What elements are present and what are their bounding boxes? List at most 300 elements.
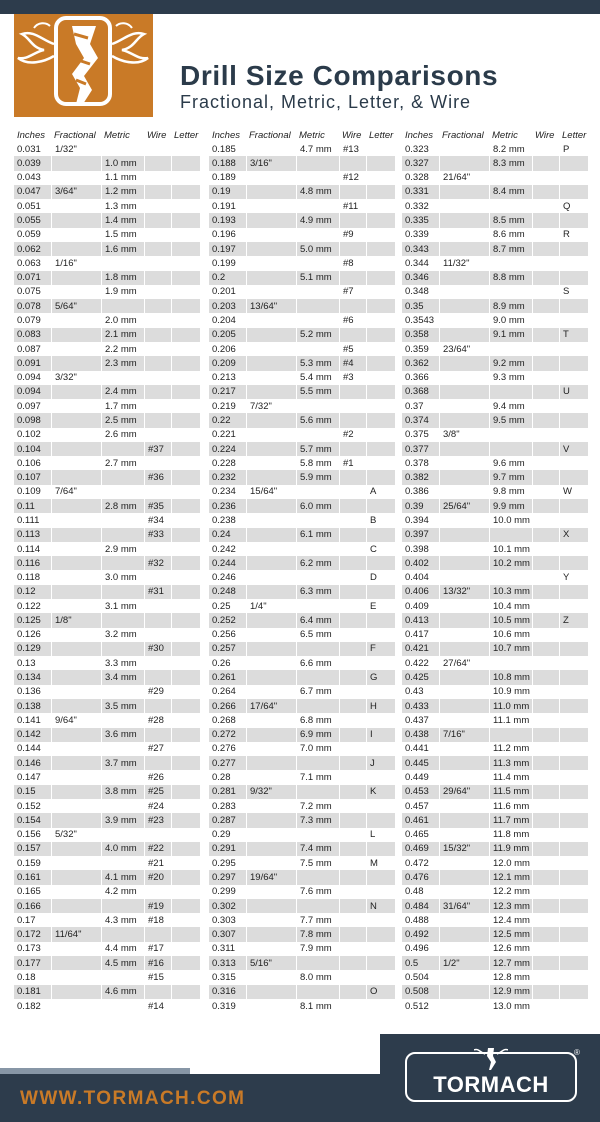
cell-metric: 11.2 mm	[489, 742, 532, 756]
cell-inches: 0.197	[212, 243, 236, 255]
cell-letter	[171, 856, 200, 870]
cell-metric: 12.1 mm	[489, 870, 532, 884]
cell-letter: S	[559, 285, 588, 299]
cell-inches: 0.097	[17, 400, 41, 412]
cell-letter	[171, 313, 200, 327]
cell-fractional: 15/32"	[439, 842, 489, 856]
cell-metric	[296, 399, 339, 413]
table-row	[14, 728, 200, 742]
cell-fractional	[439, 927, 489, 941]
header-letter: Letter	[562, 129, 587, 141]
table-row	[209, 885, 395, 899]
cell-letter	[366, 927, 395, 941]
cell-letter	[366, 385, 395, 399]
cell-letter	[171, 913, 200, 927]
cell-metric: 7.7 mm	[296, 913, 339, 927]
cell-metric	[101, 999, 144, 1013]
cell-letter	[559, 828, 588, 842]
cell-letter	[171, 513, 200, 527]
cell-metric: 3.5 mm	[101, 699, 144, 713]
cell-letter	[171, 585, 200, 599]
cell-metric	[489, 728, 532, 742]
cell-letter	[559, 813, 588, 827]
cell-inches: 0.094	[17, 386, 41, 398]
table-row	[14, 656, 200, 670]
cell-inches: 0.246	[212, 572, 236, 584]
cell-wire: #16	[144, 956, 171, 970]
cell-wire	[532, 942, 559, 956]
table-header	[14, 128, 200, 142]
cell-inches: 0.25	[212, 600, 231, 612]
table-row	[209, 628, 395, 642]
cell-metric: 8.1 mm	[296, 999, 339, 1013]
cell-metric	[296, 513, 339, 527]
cell-wire	[144, 228, 171, 242]
cell-metric: 2.9 mm	[101, 542, 144, 556]
website-link[interactable]: WWW.TORMACH.COM	[20, 1088, 246, 1109]
cell-wire	[144, 328, 171, 342]
table-row	[402, 228, 588, 242]
cell-letter	[559, 642, 588, 656]
cell-letter	[171, 956, 200, 970]
cell-fractional	[246, 442, 296, 456]
table-row	[402, 485, 588, 499]
table-row	[402, 142, 588, 156]
cell-wire	[532, 728, 559, 742]
cell-metric	[296, 256, 339, 270]
cell-inches: 0.17	[17, 914, 36, 926]
cell-letter	[171, 485, 200, 499]
table-row	[14, 156, 200, 170]
table-row	[14, 271, 200, 285]
cell-fractional	[439, 299, 489, 313]
cell-inches: 0.11	[17, 500, 35, 512]
cell-metric: 4.3 mm	[101, 913, 144, 927]
cell-metric	[101, 828, 144, 842]
cell-wire	[532, 656, 559, 670]
table-row	[14, 570, 200, 584]
cell-wire: #5	[339, 342, 366, 356]
cell-letter	[171, 371, 200, 385]
table-row	[209, 356, 395, 370]
cell-metric: 8.3 mm	[489, 156, 532, 170]
cell-letter	[366, 271, 395, 285]
cell-wire	[339, 842, 366, 856]
cell-wire	[532, 199, 559, 213]
header-fractional: Fractional	[54, 129, 96, 141]
cell-wire	[339, 156, 366, 170]
cell-wire	[532, 999, 559, 1013]
table-row	[402, 513, 588, 527]
table-row	[209, 428, 395, 442]
cell-fractional	[51, 356, 101, 370]
table-row	[402, 856, 588, 870]
cell-inches: 0.177	[17, 957, 41, 969]
cell-fractional	[439, 670, 489, 684]
cell-letter	[171, 642, 200, 656]
cell-wire	[532, 256, 559, 270]
cell-wire	[339, 613, 366, 627]
cell-fractional: 1/2"	[439, 956, 489, 970]
table-row	[14, 585, 200, 599]
cell-metric	[101, 528, 144, 542]
cell-fractional	[439, 285, 489, 299]
cell-inches: 0.346	[405, 272, 429, 284]
cell-fractional	[246, 799, 296, 813]
cell-wire	[144, 485, 171, 499]
cell-metric: 13.0 mm	[489, 999, 532, 1013]
cell-fractional: 29/64"	[439, 785, 489, 799]
cell-wire	[532, 342, 559, 356]
cell-wire	[144, 542, 171, 556]
cell-metric	[296, 299, 339, 313]
cell-wire	[532, 842, 559, 856]
cell-fractional	[51, 999, 101, 1013]
cell-fractional	[246, 256, 296, 270]
cell-wire	[144, 885, 171, 899]
table-row	[14, 371, 200, 385]
table-row	[209, 470, 395, 484]
cell-wire	[339, 499, 366, 513]
cell-wire	[532, 213, 559, 227]
cell-inches: 0.335	[405, 215, 429, 227]
cell-letter	[559, 913, 588, 927]
cell-letter	[559, 599, 588, 613]
cell-wire	[532, 913, 559, 927]
table-row	[402, 756, 588, 770]
cell-metric	[296, 756, 339, 770]
cell-metric: 10.4 mm	[489, 599, 532, 613]
table-row	[209, 913, 395, 927]
table-row	[14, 985, 200, 999]
table-row	[402, 685, 588, 699]
cell-wire	[532, 456, 559, 470]
cell-inches: 0.146	[17, 757, 41, 769]
cell-letter	[559, 870, 588, 884]
table-row	[14, 942, 200, 956]
table-row	[209, 256, 395, 270]
table-row	[14, 870, 200, 884]
cell-wire	[532, 513, 559, 527]
cell-wire: #31	[144, 585, 171, 599]
cell-fractional	[439, 942, 489, 956]
cell-inches: 0.157	[17, 843, 41, 855]
cell-metric: 12.6 mm	[489, 942, 532, 956]
cell-metric	[489, 342, 532, 356]
table-row	[402, 913, 588, 927]
cell-wire: #18	[144, 913, 171, 927]
cell-metric: 8.8 mm	[489, 271, 532, 285]
cell-metric: 7.9 mm	[296, 942, 339, 956]
cell-fractional	[51, 385, 101, 399]
cell-letter	[559, 499, 588, 513]
cell-fractional	[439, 985, 489, 999]
cell-wire	[339, 442, 366, 456]
cell-letter: K	[366, 785, 395, 799]
cell-metric: 7.8 mm	[296, 927, 339, 941]
cell-letter: O	[366, 985, 395, 999]
cell-wire	[339, 413, 366, 427]
cell-wire	[532, 156, 559, 170]
cell-letter	[171, 213, 200, 227]
cell-inches: 0.12	[17, 586, 36, 598]
cell-metric: 7.2 mm	[296, 799, 339, 813]
cell-fractional	[51, 699, 101, 713]
cell-fractional	[439, 642, 489, 656]
cell-wire: #1	[339, 456, 366, 470]
table-row	[14, 456, 200, 470]
table-row	[14, 970, 200, 984]
cell-inches: 0.189	[212, 172, 236, 184]
cell-inches: 0.2	[212, 272, 226, 284]
table-row	[209, 299, 395, 313]
cell-letter	[366, 613, 395, 627]
cell-wire: #26	[144, 770, 171, 784]
cell-inches: 0.449	[405, 772, 429, 784]
cell-inches: 0.043	[17, 172, 41, 184]
table-row	[402, 628, 588, 642]
cell-letter	[559, 856, 588, 870]
table-row	[209, 685, 395, 699]
cell-fractional	[51, 642, 101, 656]
cell-metric	[296, 156, 339, 170]
table-row	[402, 470, 588, 484]
cell-fractional	[51, 542, 101, 556]
cell-inches: 0.185	[212, 143, 236, 155]
cell-metric: 1.1 mm	[101, 171, 144, 185]
cell-fractional	[246, 499, 296, 513]
cell-inches: 0.311	[212, 943, 236, 955]
cell-metric	[296, 285, 339, 299]
cell-letter	[171, 228, 200, 242]
cell-fractional	[439, 313, 489, 327]
cell-inches: 0.438	[405, 729, 429, 741]
cell-letter	[171, 156, 200, 170]
cell-fractional	[51, 970, 101, 984]
cell-fractional: 9/64"	[51, 713, 101, 727]
cell-fractional	[246, 856, 296, 870]
cell-inches: 0.109	[17, 486, 41, 498]
cell-metric	[101, 470, 144, 484]
cell-wire	[144, 428, 171, 442]
cell-fractional: 7/64"	[51, 485, 101, 499]
cell-inches: 0.386	[405, 486, 429, 498]
cell-wire	[532, 742, 559, 756]
cell-wire	[339, 970, 366, 984]
cell-letter	[559, 685, 588, 699]
cell-letter	[171, 470, 200, 484]
cell-inches: 0.039	[17, 157, 41, 169]
cell-letter	[559, 356, 588, 370]
table-row	[209, 742, 395, 756]
cell-inches: 0.118	[17, 572, 41, 584]
cell-wire: #3	[339, 371, 366, 385]
cell-metric: 5.6 mm	[296, 413, 339, 427]
cell-metric: 6.1 mm	[296, 528, 339, 542]
cell-letter	[366, 956, 395, 970]
cell-fractional	[439, 913, 489, 927]
cell-wire: #30	[144, 642, 171, 656]
cell-metric: 12.2 mm	[489, 885, 532, 899]
cell-letter	[366, 228, 395, 242]
cell-fractional: 27/64"	[439, 656, 489, 670]
cell-fractional	[51, 628, 101, 642]
cell-wire	[339, 470, 366, 484]
cell-metric: 11.5 mm	[489, 785, 532, 799]
cell-fractional	[51, 756, 101, 770]
cell-inches: 0.457	[405, 800, 429, 812]
cell-wire	[144, 242, 171, 256]
cell-fractional	[246, 985, 296, 999]
cell-wire: #19	[144, 899, 171, 913]
cell-letter	[171, 942, 200, 956]
table-row	[209, 399, 395, 413]
table-row	[209, 585, 395, 599]
cell-wire: #2	[339, 428, 366, 442]
drill-bit-icon	[14, 14, 153, 117]
cell-fractional	[246, 513, 296, 527]
cell-fractional	[439, 713, 489, 727]
cell-wire	[532, 399, 559, 413]
cell-fractional	[51, 956, 101, 970]
cell-fractional	[439, 599, 489, 613]
cell-letter	[171, 399, 200, 413]
cell-wire	[144, 313, 171, 327]
cell-wire	[532, 642, 559, 656]
cell-wire	[532, 442, 559, 456]
cell-metric: 12.5 mm	[489, 927, 532, 941]
cell-wire	[144, 728, 171, 742]
cell-inches: 0.394	[405, 514, 429, 526]
cell-inches: 0.421	[405, 643, 429, 655]
cell-inches: 0.256	[212, 629, 236, 641]
table-body	[14, 142, 200, 1013]
cell-inches: 0.476	[405, 871, 429, 883]
cell-inches: 0.277	[212, 757, 236, 769]
cell-wire	[144, 628, 171, 642]
cell-wire	[532, 770, 559, 784]
cell-fractional: 23/64"	[439, 342, 489, 356]
header-wire: Wire	[147, 129, 167, 141]
cell-wire	[339, 885, 366, 899]
cell-wire	[532, 385, 559, 399]
cell-inches: 0.328	[405, 172, 429, 184]
cell-wire	[339, 999, 366, 1013]
cell-wire: #25	[144, 785, 171, 799]
cell-letter	[559, 271, 588, 285]
cell-fractional	[246, 199, 296, 213]
cell-inches: 0.397	[405, 529, 429, 541]
cell-letter	[366, 970, 395, 984]
cell-inches: 0.217	[212, 386, 236, 398]
cell-wire	[144, 828, 171, 842]
table-row	[209, 956, 395, 970]
table-row	[209, 456, 395, 470]
cell-fractional	[51, 470, 101, 484]
cell-wire	[339, 485, 366, 499]
cell-metric	[296, 228, 339, 242]
cell-wire: #32	[144, 556, 171, 570]
cell-fractional	[439, 142, 489, 156]
cell-letter	[366, 870, 395, 884]
cell-fractional	[439, 528, 489, 542]
cell-letter	[171, 670, 200, 684]
cell-metric: 6.4 mm	[296, 613, 339, 627]
table-row	[209, 613, 395, 627]
cell-letter	[366, 185, 395, 199]
table-row	[402, 499, 588, 513]
cell-inches: 0.047	[17, 186, 41, 198]
cell-metric: 9.8 mm	[489, 485, 532, 499]
cell-metric: 8.6 mm	[489, 228, 532, 242]
cell-wire	[532, 628, 559, 642]
cell-wire	[532, 699, 559, 713]
cell-wire	[532, 970, 559, 984]
cell-letter: B	[366, 513, 395, 527]
cell-metric	[296, 171, 339, 185]
table-row	[209, 842, 395, 856]
cell-wire: #12	[339, 171, 366, 185]
cell-inches: 0.492	[405, 929, 429, 941]
cell-inches: 0.238	[212, 514, 236, 526]
table-row	[209, 770, 395, 784]
table-row	[14, 228, 200, 242]
cell-fractional	[51, 513, 101, 527]
cell-fractional	[51, 570, 101, 584]
table-row	[402, 927, 588, 941]
cell-metric	[296, 785, 339, 799]
cell-wire	[339, 770, 366, 784]
cell-fractional	[246, 542, 296, 556]
cell-fractional	[51, 285, 101, 299]
cell-wire	[339, 956, 366, 970]
cell-wire	[144, 570, 171, 584]
table-row	[14, 999, 200, 1013]
cell-wire	[339, 785, 366, 799]
cell-inches: 0.378	[405, 457, 429, 469]
cell-wire	[339, 699, 366, 713]
cell-inches: 0.166	[17, 900, 41, 912]
cell-inches: 0.242	[212, 543, 236, 555]
cell-inches: 0.13	[17, 657, 36, 669]
cell-inches: 0.316	[212, 986, 236, 998]
cell-metric: 6.3 mm	[296, 585, 339, 599]
cell-letter	[366, 213, 395, 227]
cell-fractional	[246, 670, 296, 684]
cell-letter	[171, 728, 200, 742]
cell-fractional	[51, 156, 101, 170]
cell-inches: 0.332	[405, 200, 429, 212]
table-row	[209, 670, 395, 684]
cell-metric	[101, 513, 144, 527]
cell-fractional: 3/32"	[51, 371, 101, 385]
cell-fractional: 3/64"	[51, 185, 101, 199]
cell-fractional: 9/32"	[246, 785, 296, 799]
cell-letter: E	[366, 599, 395, 613]
table-row	[14, 742, 200, 756]
cell-metric: 4.6 mm	[101, 985, 144, 999]
cell-metric	[489, 428, 532, 442]
cell-fractional	[51, 342, 101, 356]
cell-wire: #7	[339, 285, 366, 299]
cell-fractional: 7/16"	[439, 728, 489, 742]
cell-metric: 9.4 mm	[489, 399, 532, 413]
cell-metric	[296, 699, 339, 713]
cell-fractional	[439, 628, 489, 642]
cell-inches: 0.287	[212, 814, 236, 826]
cell-fractional	[439, 685, 489, 699]
cell-inches: 0.425	[405, 672, 429, 684]
